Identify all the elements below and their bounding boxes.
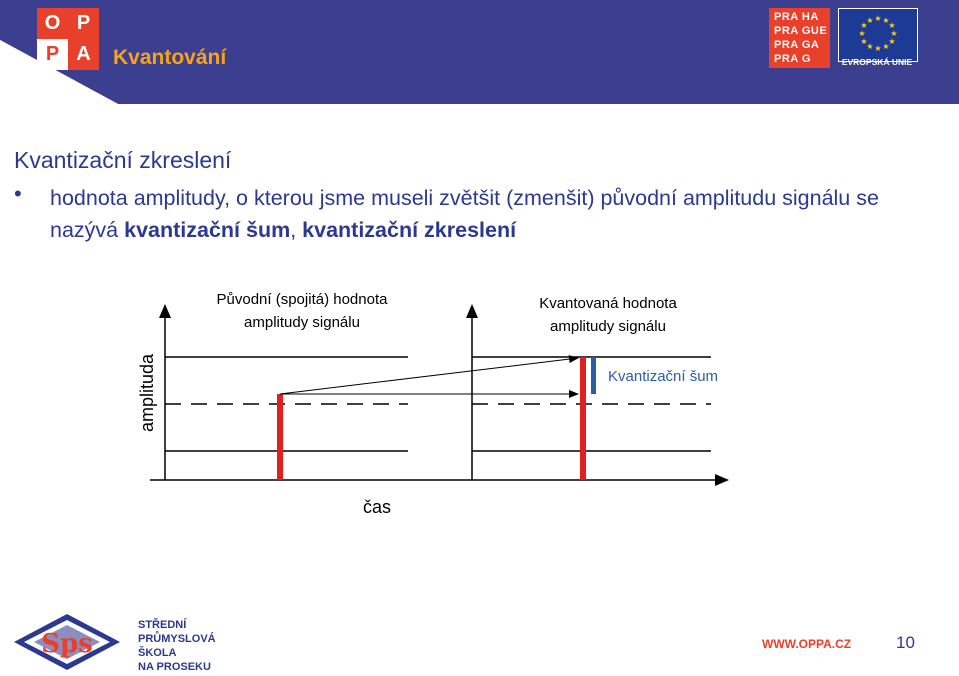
praha-logo-row: PRA HA (774, 11, 819, 23)
svg-text:★: ★ (874, 14, 882, 23)
svg-text:★: ★ (860, 37, 868, 46)
logo-letter: P (68, 8, 99, 39)
eu-flag-icon (838, 8, 918, 62)
school-name-line: PRŮMYSLOVÁ (138, 633, 216, 645)
praha-logo-row: PRA G (774, 53, 811, 65)
footer-url-link[interactable]: WWW.OPPA.CZ (762, 637, 852, 651)
praha-logo-row: PRA GUE (774, 25, 828, 37)
bullet-text-separator: , (290, 218, 303, 242)
right-y-axis-arrow-icon (466, 304, 478, 318)
logo-letter: P (37, 39, 68, 70)
quantized-value-label-line1: Kvantovaná hodnota (539, 295, 677, 312)
eu-label: EVROPSKÁ UNIE (841, 57, 913, 67)
original-value-label-line1: Původní (spojitá) hodnota (216, 291, 388, 308)
noise-label: Kvantizační šum (608, 368, 719, 385)
page-number: 10 (896, 633, 915, 652)
rounding-arrow (280, 358, 578, 394)
svg-text:★: ★ (866, 16, 874, 25)
quantized-sample-bar (580, 357, 586, 480)
quantization-diagram (0, 280, 959, 530)
praha-logo (769, 8, 830, 68)
x-axis-label: čas (362, 497, 392, 517)
school-logo-icon (12, 612, 122, 672)
school-name (138, 618, 216, 674)
svg-text:★: ★ (882, 42, 890, 51)
original-value-label-line2: amplitudy signálu (244, 314, 360, 331)
time-axis-arrow-icon (715, 474, 729, 486)
svg-text:★: ★ (888, 21, 896, 30)
praha-logo-row: PRA GA (774, 39, 820, 51)
quantized-value-label-line2: amplitudy signálu (550, 318, 666, 335)
logo-letter: O (37, 8, 68, 39)
school-logo-text: Sps (41, 629, 93, 659)
noise-bar (591, 357, 596, 394)
svg-text:★: ★ (888, 37, 896, 46)
svg-text:★: ★ (882, 16, 890, 25)
logo-letter: A (68, 39, 99, 70)
bullet-text-plain: hodnota amplitudy, o kterou jsme museli zvětšit (zmenšit) původní amplitudu signálu se nazývá (50, 186, 879, 242)
oppa-logo (37, 8, 99, 70)
bullet-icon: • (14, 181, 22, 206)
y-axis-label: amplituda (137, 353, 157, 433)
svg-text:★: ★ (874, 44, 882, 53)
term-quantization-distortion: kvantizační zkreslení (302, 218, 517, 242)
left-y-axis-arrow-icon (159, 304, 171, 318)
original-sample-bar (277, 394, 283, 480)
term-quantization-noise: kvantizační šum (124, 218, 291, 242)
school-name-line: ŠKOLA (138, 647, 177, 659)
svg-text:★: ★ (860, 21, 868, 30)
header-title: Kvantování (113, 46, 227, 69)
school-name-line: NA PROSEKU (138, 661, 211, 673)
section-title: Kvantizační zkreslení (14, 147, 232, 173)
svg-text:★: ★ (858, 29, 866, 38)
bullet-text (50, 182, 930, 246)
svg-text:★: ★ (890, 29, 898, 38)
svg-text:★: ★ (866, 42, 874, 51)
header-bar (0, 0, 959, 104)
school-name-line: STŘEDNÍ (138, 619, 187, 631)
